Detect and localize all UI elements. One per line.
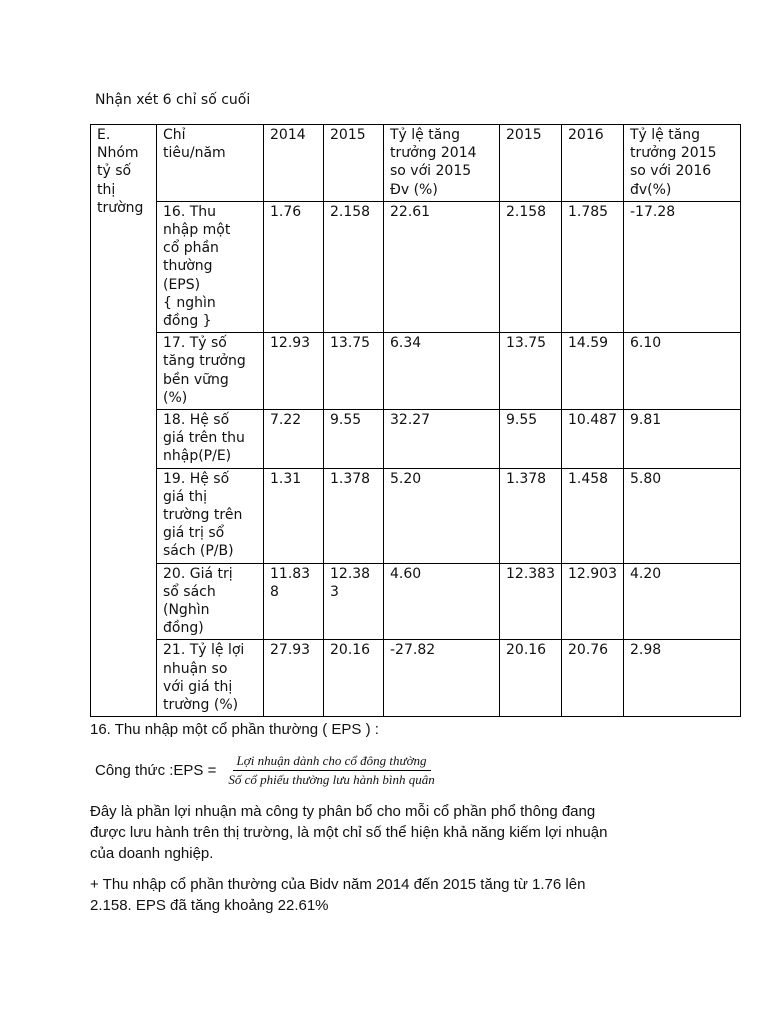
cell-text-line: Chỉ (163, 127, 186, 143)
cell-text-line: { nghìn (163, 294, 216, 311)
cell-text-line: (Nghìn (163, 602, 210, 619)
header-growth-2015-2016 (624, 125, 741, 202)
cell-text-line: Nhóm (97, 145, 139, 162)
cell-2016: 12.903 (562, 563, 624, 640)
cell-text-line: với giá thị (163, 678, 233, 695)
cell-growth-2: 5.80 (624, 468, 741, 563)
cell-2015-b: 13.75 (500, 333, 562, 410)
cell-text-line: Tỷ lệ tăng (390, 127, 461, 143)
cell-text-line: nhuận so (163, 660, 228, 677)
table-row (91, 468, 741, 563)
row-indicator-name (157, 640, 264, 717)
cell-text-line: thị (97, 181, 116, 198)
cell-text-line: 18. Hệ số (163, 412, 230, 429)
cell-2015: 13.75 (324, 333, 384, 410)
cell-text-line: đv(%) (630, 181, 672, 198)
cell-text-line: (EPS) (163, 276, 201, 293)
cell-growth-2: 2.98 (624, 640, 741, 717)
cell-text-line: 17. Tỷ số (163, 335, 227, 352)
cell-2016: 10.487 (562, 410, 624, 469)
table-row (91, 410, 741, 469)
formula-denominator: Số cổ phiếu thường lưu hành bình quân (228, 772, 435, 787)
cell-text-line: giá trên thu (163, 430, 245, 447)
cell-text-line: 19. Hệ số (163, 470, 230, 487)
cell-2015: 1.378 (324, 468, 384, 563)
cell-text-line: tỷ số (97, 163, 132, 180)
paragraph-eps-analysis (90, 874, 690, 916)
cell-growth-2: 6.10 (624, 333, 741, 410)
formula-numerator: Lợi nhuận dành cho cổ đông thường (233, 753, 431, 771)
cell-2015-b: 12.383 (500, 563, 562, 640)
header-2014: 2014 (264, 125, 324, 202)
cell-2015: 9.55 (324, 410, 384, 469)
cell-text-line: giá trị sổ (163, 525, 225, 542)
cell-text-line: so với 2016 (630, 163, 712, 180)
cell-2014: 11.838 (264, 563, 324, 640)
cell-text-line: thường (163, 258, 213, 275)
header-2015-b: 2015 (500, 125, 562, 202)
group-label-cell (91, 125, 157, 717)
cell-2015: 12.383 (324, 563, 384, 640)
row-indicator-name (157, 333, 264, 410)
cell-growth-2: -17.28 (624, 201, 741, 332)
header-2016: 2016 (562, 125, 624, 202)
cell-text-line: so với 2015 (390, 163, 472, 180)
cell-text-line: Đv (%) (390, 181, 438, 198)
cell-growth-1: 6.34 (384, 333, 500, 410)
cell-text-line: trường trên (163, 507, 243, 524)
row-indicator-name (157, 563, 264, 640)
cell-2016: 1.458 (562, 468, 624, 563)
cell-text-line: trưởng 2014 (390, 145, 477, 162)
cell-text-line: 16. Thu (163, 203, 217, 220)
cell-text-line: cổ phần (163, 240, 219, 257)
paragraph-line: + Thu nhập cổ phần thường của Bidv năm 2014 đến 2015 tăng từ 1.76 lên (90, 876, 586, 893)
eps-formula (95, 753, 439, 788)
paragraph-line: 2.158. EPS đã tăng khoảng 22.61% (90, 897, 329, 914)
cell-text-line: (%) (163, 389, 188, 406)
table-row (91, 333, 741, 410)
cell-2016: 20.76 (562, 640, 624, 717)
cell-2015-b: 9.55 (500, 410, 562, 469)
table-row (91, 563, 741, 640)
cell-2015: 2.158 (324, 201, 384, 332)
row-indicator-name (157, 410, 264, 469)
cell-growth-1: 32.27 (384, 410, 500, 469)
cell-text-line: tiêu/năm (163, 145, 226, 162)
formula-fraction (224, 753, 438, 788)
market-ratios-table (90, 124, 741, 717)
cell-text-line: đồng) (163, 620, 204, 637)
cell-2014: 12.93 (264, 333, 324, 410)
table-header-row (91, 125, 741, 202)
cell-text-line: đồng } (163, 313, 212, 330)
cell-text-line: giá thị (163, 488, 208, 505)
cell-text-line: E. (97, 127, 111, 143)
cell-2014: 27.93 (264, 640, 324, 717)
paragraph-definition (90, 801, 690, 864)
cell-2015-b: 20.16 (500, 640, 562, 717)
cell-text-line: nhập(P/E) (163, 448, 232, 465)
cell-text-line: bền vững (163, 371, 229, 388)
cell-2014: 7.22 (264, 410, 324, 469)
cell-text-line: nhập một (163, 222, 231, 239)
cell-growth-2: 9.81 (624, 410, 741, 469)
cell-growth-2: 4.20 (624, 563, 741, 640)
table-row (91, 201, 741, 332)
paragraph-line: của doanh nghiệp. (90, 845, 214, 862)
row-indicator-name (157, 201, 264, 332)
cell-text-line: 21. Tỷ lệ lợi (163, 642, 245, 659)
header-2015: 2015 (324, 125, 384, 202)
document-title: Nhận xét 6 chỉ số cuối (95, 92, 251, 108)
cell-text-line: sổ sách (163, 583, 216, 600)
header-growth-2014-2015 (384, 125, 500, 202)
table-row (91, 640, 741, 717)
cell-text-line: 20. Giá trị (163, 565, 233, 582)
formula-label: Công thức :EPS = (95, 762, 217, 779)
cell-text-line: trường (%) (163, 697, 239, 714)
section-heading: 16. Thu nhập một cổ phần thường ( EPS ) : (90, 721, 379, 738)
row-indicator-name (157, 468, 264, 563)
cell-2014: 1.76 (264, 201, 324, 332)
cell-2015-b: 2.158 (500, 201, 562, 332)
cell-growth-1: -27.82 (384, 640, 500, 717)
cell-text-line: sách (P/B) (163, 543, 234, 560)
cell-2016: 1.785 (562, 201, 624, 332)
cell-growth-1: 4.60 (384, 563, 500, 640)
cell-2015-b: 1.378 (500, 468, 562, 563)
cell-text-line: trường (97, 199, 144, 216)
paragraph-line: được lưu hành trên thị trường, là một chỉ số thể hiện khả năng kiếm lợi nhuận (90, 824, 608, 841)
cell-2016: 14.59 (562, 333, 624, 410)
cell-2015: 20.16 (324, 640, 384, 717)
cell-growth-1: 5.20 (384, 468, 500, 563)
cell-text-line: Tỷ lệ tăng (630, 127, 701, 143)
cell-2014: 1.31 (264, 468, 324, 563)
cell-text-line: tăng trưởng (163, 353, 246, 370)
cell-text-line: trưởng 2015 (630, 145, 717, 162)
paragraph-line: Đây là phần lợi nhuận mà công ty phân bổ cho mỗi cổ phần phổ thông đang (90, 803, 596, 820)
cell-growth-1: 22.61 (384, 201, 500, 332)
header-indicator (157, 125, 264, 202)
